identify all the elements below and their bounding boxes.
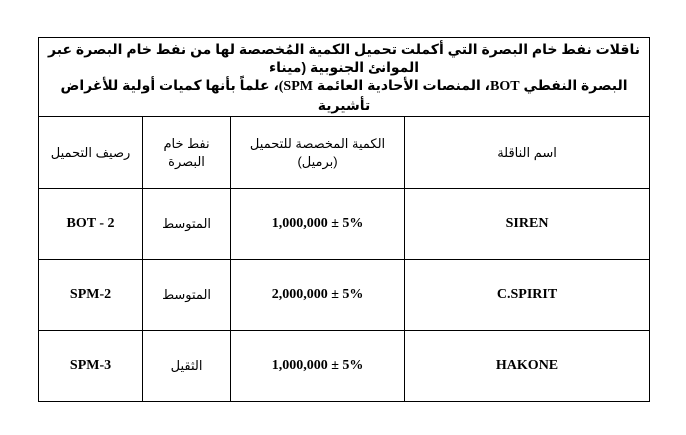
- header-quantity-line-1: الكمية المخصصة للتحميل: [249, 135, 386, 151]
- title-row: [39, 38, 650, 117]
- vessel-name-cell: [405, 189, 650, 260]
- title-spm-code: (SPM: [278, 79, 313, 94]
- berth-cell: [39, 260, 143, 331]
- header-berth-label: رصيف التحميل: [50, 144, 131, 160]
- header-berth: [39, 117, 143, 189]
- title-line-2-part-c: ، علماً بأنها كميات أولية للأغراض تأشيرية: [60, 77, 371, 113]
- header-vessel-name-label: اسم الناقلة: [497, 144, 557, 160]
- header-crude-line-2: البصرة: [168, 153, 205, 169]
- crude-type-cell: [143, 189, 231, 260]
- table-row: [39, 331, 650, 402]
- header-row: [39, 117, 650, 189]
- quantity-value: 2,000,000 ± 5%: [271, 287, 364, 302]
- berth-cell: [39, 331, 143, 402]
- title-line-2: [45, 76, 643, 114]
- title-line-2-part-a: البصرة النفطي: [523, 77, 628, 93]
- vessel-name: HAKONE: [495, 358, 559, 373]
- table-row: [39, 260, 650, 331]
- loading-report-sheet: [38, 37, 649, 386]
- header-crude-line-1: نفط خام: [163, 135, 210, 151]
- crude-type-cell: [143, 331, 231, 402]
- crude-type: المتوسط: [162, 215, 212, 231]
- vessel-name: SIREN: [505, 216, 549, 231]
- title-bot-code: BOT: [490, 79, 520, 94]
- header-quantity-line-2: (برميل): [297, 153, 338, 169]
- berth-value: SPM-2: [69, 287, 112, 302]
- header-vessel-name: [405, 117, 650, 189]
- header-crude-type: [143, 117, 231, 189]
- title-line-2-part-b: ، المنصات الأحادية العائمة: [316, 77, 490, 93]
- header-quantity: [231, 117, 405, 189]
- tanker-loading-table: [38, 37, 650, 402]
- quantity-cell: [231, 260, 405, 331]
- quantity-value: 1,000,000 ± 5%: [271, 358, 364, 373]
- vessel-name-cell: [405, 331, 650, 402]
- table-title: [39, 38, 650, 117]
- title-line-1: ناقلات نفط خام البصرة التي أكملت تحميل الكمية المُخصصة لها من نفط خام البصرة عبر الموانئ الجنوبية (ميناء: [48, 41, 640, 75]
- table-row: [39, 189, 650, 260]
- crude-type-cell: [143, 260, 231, 331]
- berth-cell: [39, 189, 143, 260]
- quantity-cell: [231, 331, 405, 402]
- crude-type: الثقيل: [170, 357, 203, 373]
- vessel-name-cell: [405, 260, 650, 331]
- quantity-value: 1,000,000 ± 5%: [271, 216, 364, 231]
- crude-type: المتوسط: [162, 286, 212, 302]
- vessel-name: C.SPIRIT: [496, 287, 558, 302]
- quantity-cell: [231, 189, 405, 260]
- berth-value: SPM-3: [69, 358, 112, 373]
- berth-value: BOT - 2: [66, 216, 115, 231]
